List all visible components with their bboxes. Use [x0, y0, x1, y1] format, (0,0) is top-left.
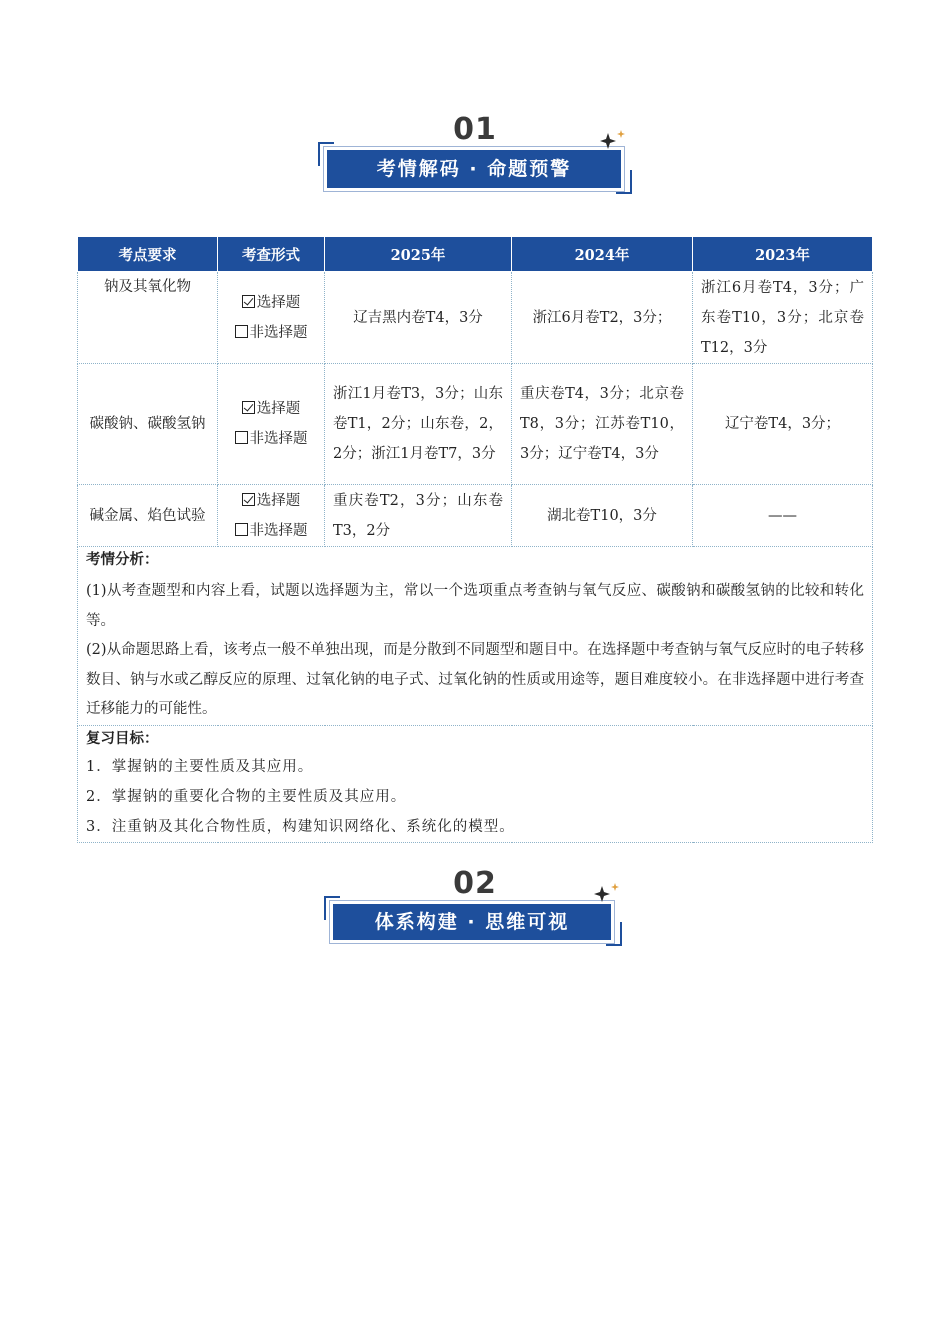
choice-label: 选择题	[256, 492, 301, 509]
table-row	[78, 272, 873, 364]
goals-row	[78, 725, 873, 842]
nonchoice-item	[218, 424, 324, 454]
checkbox-checked-icon	[242, 295, 255, 308]
section-banner-02	[0, 866, 950, 956]
cell-2023: 浙江6月卷T4，3分；广东卷T10，3分；北京卷T12，3分	[693, 272, 873, 364]
goals-block	[78, 725, 873, 842]
goal-item-2: 2．掌握钠的重要化合物的主要性质及其应用。	[86, 788, 407, 805]
checkbox-checked-icon	[242, 401, 255, 414]
checkbox-checked-icon	[242, 493, 255, 506]
analysis-block	[78, 547, 873, 726]
section-banner-01	[0, 112, 950, 202]
cell-2023: ——	[693, 485, 873, 547]
topic-cell: 碳酸钠、碳酸氢钠	[78, 364, 218, 485]
format-cell	[218, 485, 325, 547]
choice-item	[218, 486, 324, 516]
section-number: 02	[453, 866, 497, 901]
checkbox-empty-icon	[235, 523, 248, 536]
header-2025: 2025年	[325, 237, 512, 272]
goal-item-3: 3．注重钠及其化合物性质，构建知识网络化、系统化的模型。	[86, 818, 515, 835]
topic-text: 钠及其氧化物	[104, 279, 191, 295]
analysis-paragraph-2: (2)从命题思路上看，该考点一般不单独出现，而是分散到不同题型和题目中。在选择题中考查钠与氧气反应时的电子转移数目、钠与水或乙醇反应的原理、过氧化钠的电子式、过氧化钠的性质或用途等，题目难度较小。在非选择题中进行考查迁移能力的可能性。	[86, 642, 864, 717]
corner-bracket-right	[606, 922, 622, 946]
section-number: 01	[453, 112, 497, 147]
format-cell	[218, 364, 325, 485]
header-2023: 2023年	[693, 237, 873, 272]
sparkle-icon	[594, 882, 624, 904]
corner-bracket-right	[616, 170, 632, 194]
cell-2024: 湖北卷T10，3分	[512, 485, 693, 547]
topic-cell	[78, 272, 218, 364]
nonchoice-label: 非选择题	[249, 431, 308, 447]
header-2024: 2024年	[512, 237, 693, 272]
choice-item	[218, 394, 324, 424]
goals-title: 复习目标：	[86, 730, 159, 747]
nonchoice-item	[218, 318, 324, 348]
topic-cell: 碱金属、焰色试验	[78, 485, 218, 547]
checkbox-empty-icon	[235, 325, 248, 338]
choice-item	[218, 288, 324, 318]
analysis-paragraph-1: (1)从考查题型和内容上看，试题以选择题为主，常以一个选项重点考查钠与氧气反应、碳酸钠和碳酸氢钠的比较和转化等。	[86, 583, 864, 629]
goal-item-1: 1．掌握钠的主要性质及其应用。	[86, 758, 314, 775]
cell-2024: 浙江6月卷T2，3分；	[512, 272, 693, 364]
nonchoice-item	[218, 516, 324, 546]
header-format: 考查形式	[218, 237, 325, 272]
nonchoice-label: 非选择题	[249, 522, 308, 539]
exam-analysis-table	[77, 236, 873, 843]
cell-2023: 辽宁卷T4，3分；	[693, 364, 873, 485]
cell-2025: 浙江1月卷T3，3分；山东卷T1，2分；山东卷，2，2分；浙江1月卷T7，3分	[325, 364, 512, 485]
sparkle-icon	[600, 129, 630, 151]
format-cell	[218, 272, 325, 364]
analysis-title: 考情分析：	[86, 552, 159, 568]
section-title: 体系构建 · 思维可视	[333, 904, 611, 940]
cell-2025: 辽吉黑内卷T4，3分	[325, 272, 512, 364]
table-row	[78, 364, 873, 485]
table-row	[78, 485, 873, 547]
cell-2025: 重庆卷T2，3分；山东卷T3，2分	[325, 485, 512, 547]
analysis-row	[78, 547, 873, 726]
choice-label: 选择题	[256, 294, 301, 311]
checkbox-empty-icon	[235, 431, 248, 444]
choice-label: 选择题	[256, 401, 301, 417]
header-topic: 考点要求	[78, 237, 218, 272]
cell-2024: 重庆卷T4，3分；北京卷T8，3分；江苏卷T10，3分；辽宁卷T4，3分	[512, 364, 693, 485]
table-header-row	[78, 237, 873, 272]
nonchoice-label: 非选择题	[249, 324, 308, 341]
section-title: 考情解码 · 命题预警	[327, 150, 621, 188]
